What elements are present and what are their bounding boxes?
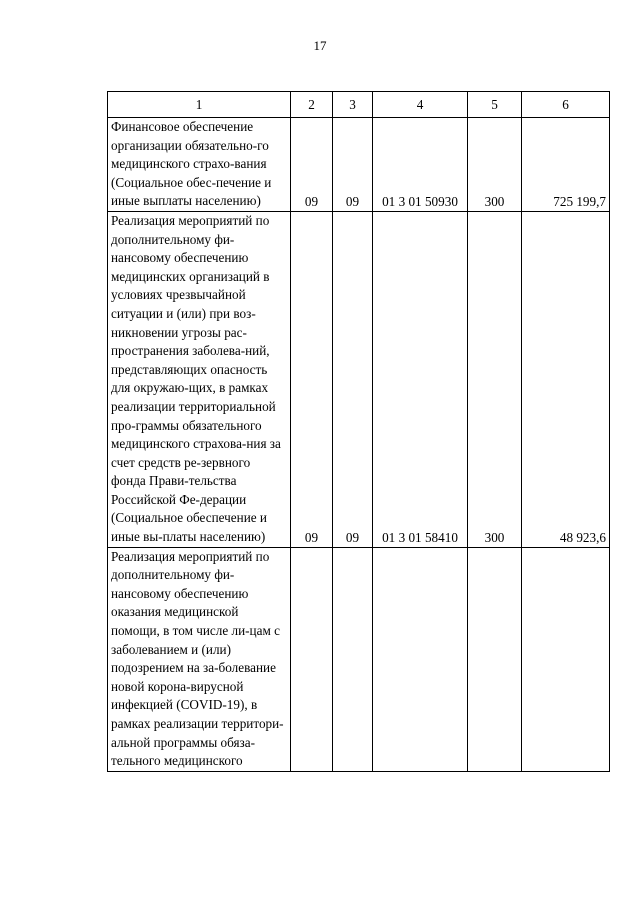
expense-type-code-cell: 300 — [468, 211, 522, 547]
table-header-row — [108, 92, 610, 118]
target-item-code-cell: 01 3 01 58410 — [373, 211, 468, 547]
section-code-cell — [291, 547, 333, 771]
subsection-code-cell: 09 — [333, 118, 373, 212]
target-item-code-cell — [373, 547, 468, 771]
amount-cell — [522, 547, 610, 771]
table-row — [108, 118, 610, 212]
budget-table — [107, 91, 610, 772]
column-header: 2 — [291, 92, 333, 118]
target-item-code-cell: 01 3 01 50930 — [373, 118, 468, 212]
column-header: 6 — [522, 92, 610, 118]
column-header: 3 — [333, 92, 373, 118]
table-row — [108, 211, 610, 547]
section-code-cell: 09 — [291, 211, 333, 547]
subsection-code-cell — [333, 547, 373, 771]
subsection-code-cell: 09 — [333, 211, 373, 547]
column-header: 5 — [468, 92, 522, 118]
expense-type-code-cell — [468, 547, 522, 771]
column-header: 4 — [373, 92, 468, 118]
expense-name-cell: Финансовое обеспечение организации обязательно-го медицинского страхо-вания (Социальное обес-печение и иные выплаты населению) — [108, 118, 291, 212]
table-row — [108, 547, 610, 771]
expense-type-code-cell: 300 — [468, 118, 522, 212]
page-number: 17 — [313, 38, 327, 53]
amount-cell: 48 923,6 — [522, 211, 610, 547]
section-code-cell: 09 — [291, 118, 333, 212]
expense-name-cell: Реализация мероприятий по дополнительному фи-нансовому обеспечению медицинских организаций в условиях чрезвычайной ситуации и (или) при воз-никновении угрозы рас-пространения заболева-ний, представляющих опасность для окружаю-щих, в рамках реализации территориальной про-граммы обязательного медицинского страхова-ния за счет средств ре-зервного фонда Прави-тельства Российской Фе-дерации (Социальное обеспечение и иные вы-платы населению) — [108, 211, 291, 547]
amount-cell: 725 199,7 — [522, 118, 610, 212]
column-header: 1 — [108, 92, 291, 118]
expense-name-cell: Реализация мероприятий по дополнительному фи-нансовому обеспечению оказания медицинской помощи, в том числе ли-цам с заболеванием и (или) подозрением на за-болевание новой корона-вирусной инфекцией (COVID-19), в рамках реализации территори-альной программы обяза-тельного медицинского — [108, 547, 291, 771]
